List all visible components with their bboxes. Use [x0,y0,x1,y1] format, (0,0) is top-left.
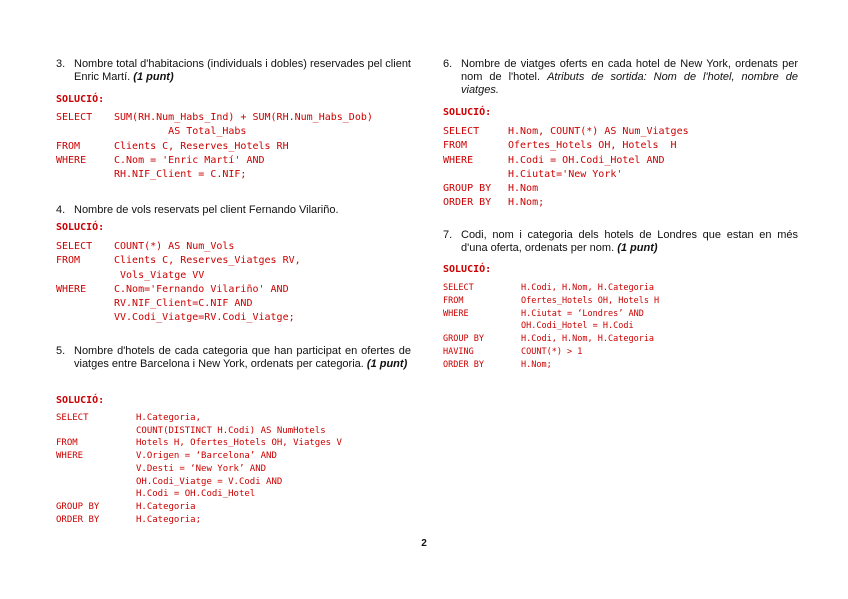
sql-keyword: ORDER BY [56,514,100,525]
sql-line [56,463,342,476]
sql-keyword: GROUP BY [443,183,492,195]
page-number: 2 [421,538,427,549]
sql-body: OH.Codi_Hotel = H.Codi [521,321,634,332]
sql-keyword: SELECT [56,112,93,123]
sql-line [56,476,342,489]
sql-line [56,140,373,154]
sql-line [56,297,301,311]
sql-keyword: FROM [56,140,81,152]
sql-line [443,282,659,295]
sql-keyword: FROM [56,438,78,449]
question-points: (1 punt) [133,71,174,83]
sql-keyword: WHERE [443,308,469,319]
sql-body: V.Desti = ‘New York’ AND [136,463,267,474]
sql-line [56,269,301,283]
sql-keyword: WHERE [56,283,87,295]
sql-keyword: FROM [443,295,464,306]
solution-label: SOLUCIÓ: [443,107,492,118]
sql-line [56,412,342,425]
question-text [443,229,798,255]
question-note: Atributs de sortida: Nom de l'hotel, nombre de viatges. [461,71,799,96]
sql-keyword: ORDER BY [443,359,484,370]
solution-label: SOLUCIÓ: [56,395,105,406]
sql-code-q7 [443,282,659,372]
sql-line [56,111,373,125]
solution-label: SOLUCIÓ: [56,94,105,105]
sql-body: V.Origen = ‘Barcelona’ AND [136,451,277,462]
question-3 [56,58,411,84]
question-6 [443,58,798,97]
sql-line [56,168,373,182]
question-points: (1 punt) [366,358,408,370]
sql-line [56,514,342,527]
sql-body: RH.NIF_Client = C.NIF; [114,169,247,181]
sql-line [443,308,659,321]
sql-body: COUNT(*) > 1 [521,346,583,357]
sql-line [443,333,659,346]
question-points: (1 punt) [617,242,658,254]
sql-body: H.Nom, COUNT(*) AS Num_Viatges [508,126,689,137]
sql-body: Ofertes_Hotels OH, Hotels H [521,295,660,306]
sql-body: COUNT(DISTINCT H.Codi) AS NumHotels [136,425,326,436]
sql-keyword: SELECT [443,126,480,137]
sql-body: H.Codi, H.Nom, H.Categoria [521,334,655,345]
question-5 [56,345,411,371]
sql-line [56,283,301,297]
question-number: 5. [56,345,66,357]
sql-line [56,154,373,168]
sql-body: Vols_Viatge VV [114,269,205,281]
sql-body: H.Nom; [508,197,545,209]
sql-code-q4 [56,240,301,326]
sql-line [56,254,301,268]
sql-body: H.Categoria, [136,413,202,423]
sql-body: VV.Codi_Viatge=RV.Codi_Viatge; [114,312,295,324]
sql-body: AS Total_Habs [114,126,247,138]
sql-line [443,139,689,153]
sql-code-q3 [56,111,373,182]
sql-code-q6 [443,125,689,211]
sql-body: H.Ciutat = ‘Londres’ AND [521,308,644,319]
sql-body: RV.NIF_Client=C.NIF AND [114,298,253,310]
question-body: Nombre d'hotels de cada categoria que han participat en ofertes de viatges entre Barcelona i New York, ordenats per categoria. [74,345,411,370]
question-4 [56,204,411,217]
sql-keyword: FROM [56,255,81,267]
sql-body: H.Codi = OH.Codi_Hotel AND [508,154,665,166]
sql-keyword: FROM [443,140,468,152]
question-number: 7. [443,229,453,241]
sql-code-q5 [56,412,342,526]
question-text [56,204,411,217]
sql-body: H.Nom; [521,359,552,370]
question-number: 4. [56,204,66,216]
sql-line [443,168,689,182]
sql-line [443,196,689,210]
question-number: 6. [443,58,453,70]
sql-body: Ofertes_Hotels OH, Hotels H [508,140,677,152]
sql-line [443,182,689,196]
sql-line [56,501,342,514]
sql-line [56,425,342,438]
question-text [56,58,411,84]
sql-keyword: SELECT [56,241,93,252]
sql-line [443,346,659,359]
sql-keyword: GROUP BY [56,501,100,512]
question-text [56,345,411,371]
sql-line [443,125,689,139]
question-body: Codi, nom i categoria dels hotels de Londres que estan en més d'una oferta, ordenats per nom. [461,229,798,254]
question-body: Nombre de vols reservats pel client Fernando Vilariño. [74,204,339,216]
sql-line [443,154,689,168]
question-text [443,58,798,97]
sql-body: H.Codi = OH.Codi_Hotel [136,489,256,500]
sql-body: OH.Codi_Viatge = V.Codi AND [136,476,283,487]
sql-line [443,295,659,308]
sql-keyword: HAVING [443,346,474,357]
sql-keyword: WHERE [56,451,84,462]
sql-line [443,359,659,372]
sql-line [443,320,659,333]
sql-body: H.Categoria; [136,514,202,525]
sql-body: C.Nom='Fernando Vilariño' AND [114,283,289,295]
question-body: Nombre total d'habitacions (individuals i dobles) reservades pel client Enric Martí. [74,58,411,83]
sql-body: Clients C, Reserves_Viatges RV, [114,255,301,267]
sql-body: H.Codi, H.Nom, H.Categoria [521,283,655,293]
solution-label: SOLUCIÓ: [443,264,492,275]
sql-line [56,437,342,450]
sql-line [56,311,301,325]
sql-keyword: WHERE [56,154,87,166]
sql-line [56,450,342,463]
sql-keyword: GROUP BY [443,334,484,345]
sql-body: H.Categoria [136,501,196,512]
sql-body: COUNT(*) AS Num_Vols [114,241,235,252]
sql-body: H.Nom [508,183,539,195]
question-number: 3. [56,58,66,70]
sql-body: SUM(RH.Num_Habs_Ind) + SUM(RH.Num_Habs_Dob) [114,112,373,123]
sql-body: H.Ciutat='New York' [508,168,623,180]
sql-line [56,488,342,501]
sql-line [56,240,301,254]
solution-label: SOLUCIÓ: [56,222,105,233]
sql-body: Hotels H, Ofertes_Hotels OH, Viatges V [136,438,342,449]
sql-keyword: WHERE [443,154,474,166]
question-7 [443,229,798,255]
sql-body: C.Nom = 'Enric Martí' AND [114,154,265,166]
sql-body: Clients C, Reserves_Hotels RH [114,140,289,152]
sql-keyword: SELECT [56,413,89,423]
sql-keyword: ORDER BY [443,197,492,209]
sql-line [56,125,373,139]
sql-keyword: SELECT [443,283,474,293]
question-body: Nombre de viatges oferts en cada hotel de New York, ordenats per nom de l'hotel. [461,58,798,83]
